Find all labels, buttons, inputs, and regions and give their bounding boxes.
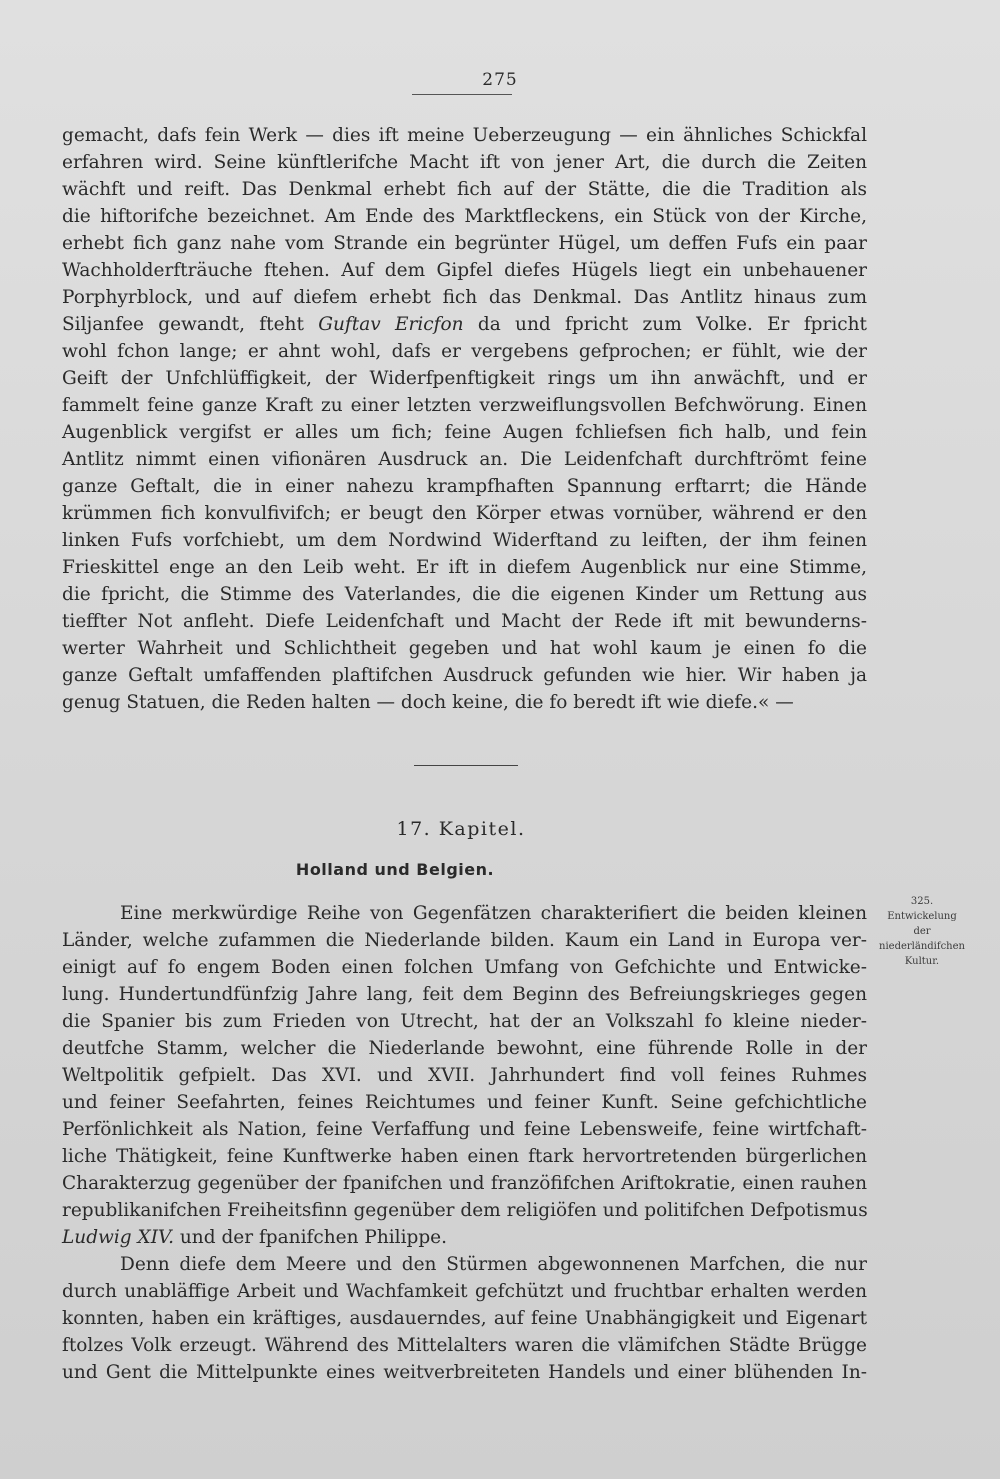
paragraph-line: ftolzes Volk erzeugt. Während des Mittelalters waren die vlämifchen Städte Brügge [62, 1335, 867, 1356]
paragraph-line: deutfche Stamm, welcher die Niederlande bewohnt, eine führende Rolle in der [62, 1038, 867, 1059]
paragraph-line: Perfönlichkeit als Nation, feine Verfaffung und feine Lebensweife, feine wirtfchaft- [62, 1119, 867, 1140]
paragraph-line-with-name [62, 311, 867, 338]
text-run: und der fpanifchen Philippe. [174, 1227, 448, 1248]
margin-note-line: der [913, 926, 931, 937]
paragraph-3 [62, 1251, 867, 1386]
paragraph-line: genug Statuen, die Reden halten — doch keine, die fo beredt ift wie diefe.« — [62, 692, 794, 713]
margin-note-line: niederländifchen [879, 941, 965, 952]
paragraph-line: und feiner Seefahrten, feines Reichtumes und feiner Kunft. Seine gefchichtliche [62, 1092, 867, 1113]
paragraph-line: ganze Geftalt, die in einer nahezu krampfhaften Spannung erftarrt; die Hände [62, 476, 867, 497]
paragraph-line: und Gent die Mittelpunkte eines weitverbreiteten Handels und einer blühenden In- [62, 1362, 867, 1383]
paragraph-line: Augenblick vergifst er alles um fich; feine Augen fchliefsen fich halb, und fein [62, 422, 867, 443]
paragraph-line: die Spanier bis zum Frieden von Utrecht, hat der an Volkszahl fo kleine nieder- [62, 1011, 867, 1032]
chapter-label: 17. Kapitel. [396, 818, 526, 840]
paragraph-line: Länder, welche zufammen die Niederlande bilden. Kaum ein Land in Europa ver- [62, 930, 867, 951]
paragraph-line: einigt auf fo engem Boden einen folchen Umfang von Gefchichte und Entwicke- [62, 957, 867, 978]
paragraph-line: wohl fchon lange; er ahnt wohl, dafs er vergebens gefprochen; er fühlt, wie der [62, 341, 867, 362]
paragraph-line: Wachholderfträuche ftehen. Auf dem Gipfel diefes Hügels liegt ein unbehauener [62, 260, 867, 281]
paragraph-line: werter Wahrheit und Schlichtheit gegeben und hat wohl kaum je einen fo die [62, 638, 867, 659]
paragraph-line: gemacht, dafs fein Werk — dies ift meine Ueberzeugung — ein ähnliches Schickfal [62, 125, 867, 146]
paragraph-1 [62, 122, 867, 716]
paragraph-line: erfahren wird. Seine künftlerifche Macht ift von jener Art, die durch die Zeiten [62, 152, 867, 173]
paragraph-line: Weltpolitik gefpielt. Das XVI. und XVII. Jahrhundert find voll feines Ruhmes [62, 1065, 867, 1086]
paragraph-line: die hiftorifche bezeichnet. Am Ende des Marktfleckens, ein Stück von der Kirche, [62, 206, 867, 227]
paragraph-line: Antlitz nimmt einen vifionären Ausdruck an. Die Leidenfchaft durchftrömt feine [62, 449, 867, 470]
margin-note-line: Entwickelung [887, 911, 957, 922]
paragraph-line: erhebt fich ganz nahe vom Strande ein begrünter Hügel, um deffen Fufs ein paar [62, 233, 867, 254]
section-divider [414, 765, 518, 766]
paragraph-line: liche Thätigkeit, feine Kunftwerke haben einen ftark hervortretenden bürgerlichen [62, 1146, 867, 1167]
person-name: Ludwig XIV. [62, 1227, 175, 1248]
header-rule [412, 94, 512, 95]
margin-note-number: 325. [910, 896, 934, 907]
paragraph-line: linken Fufs vorfchiebt, um dem Nordwind Widerftand zu leiften, der ihm feinen [62, 530, 867, 551]
page-number: 275 [482, 70, 518, 90]
paragraph-line: Geift der Unfchlüffigkeit, der Widerfpenftigkeit rings um ihn anwächft, und er [62, 368, 867, 389]
paragraph-line: ganze Geftalt umfaffenden plaftifchen Ausdruck gefunden wie hier. Wir haben ja [62, 665, 867, 686]
margin-note-line: Kultur. [904, 956, 940, 967]
text-run: da und fpricht zum Volke. Er fpricht [463, 314, 867, 335]
text-run: Siljanfee gewandt, fteht [62, 314, 319, 335]
paragraph-line: Denn diefe dem Meere und den Stürmen abgewonnenen Marfchen, die nur [120, 1254, 867, 1275]
paragraph-line: wächft und reift. Das Denkmal erhebt fich auf der Stätte, die die Tradition als [62, 179, 867, 200]
paragraph-line: Porphyrblock, und auf diefem erhebt fich das Denkmal. Das Antlitz hinaus zum [62, 287, 867, 308]
paragraph-line: Frieskittel enge an den Leib weht. Er ift in diefem Augenblick nur eine Stimme, [62, 557, 867, 578]
paragraph-line: Charakterzug gegenüber der fpanifchen und franzöfifchen Ariftokratie, einen rauhen [62, 1173, 867, 1194]
paragraph-line: fammelt feine ganze Kraft zu einer letzten verzweiflungsvollen Befchwörung. Einen [62, 395, 867, 416]
paragraph-line-with-name [62, 1224, 867, 1251]
paragraph-line: Eine merkwürdige Reihe von Gegenfätzen charakterifiert die beiden kleinen [120, 903, 867, 924]
chapter-title: Holland und Belgien. [295, 860, 495, 879]
person-name: Guftav Ericfon [318, 314, 464, 335]
paragraph-line: tieffter Not anfleht. Diefe Leidenfchaft und Macht der Rede ift mit bewunderns- [62, 611, 867, 632]
paragraph-2 [62, 900, 867, 1251]
margin-note [866, 894, 978, 969]
paragraph-line: durch unabläffige Arbeit und Wachfamkeit gefchützt und fruchtbar erhalten werden [62, 1281, 867, 1302]
paragraph-line: krümmen fich konvulfivifch; er beugt den Körper etwas vornüber, während er den [62, 503, 867, 524]
paragraph-line: lung. Hundertundfünfzig Jahre lang, feit dem Beginn des Befreiungskrieges gegen [62, 984, 867, 1005]
paragraph-line: republikanifchen Freiheitsfinn gegenüber dem religiöfen und politifchen Defpotismus [62, 1200, 868, 1221]
paragraph-line: die fpricht, die Stimme des Vaterlandes, die die eigenen Kinder um Rettung aus [62, 584, 867, 605]
paragraph-line: konnten, haben ein kräftiges, ausdauerndes, auf feine Unabhängigkeit und Eigenart [62, 1308, 867, 1329]
